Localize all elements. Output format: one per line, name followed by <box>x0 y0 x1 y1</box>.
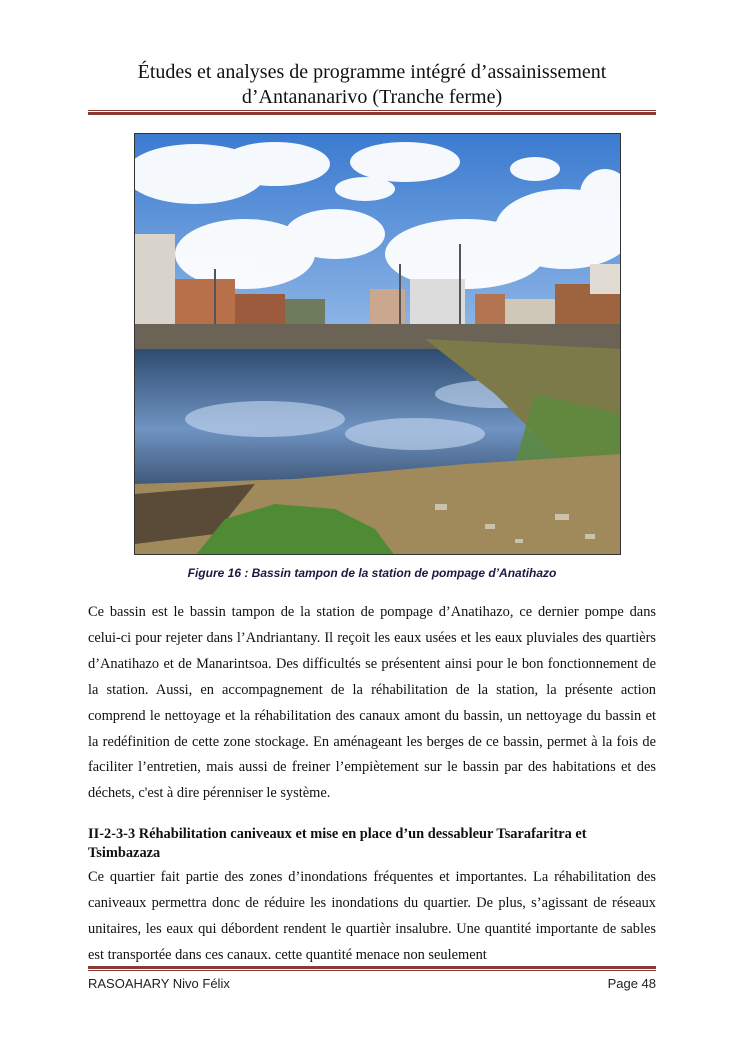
body-paragraph-1: Ce bassin est le bassin tampon de la station de pompage d’Anatihazo, ce dernier pompe dans celui-ci pour rejeter dans l’Andriantany. Il reçoit les eaux usées et les eaux pluviales des quartièrs d’Anatihazo et de Manarintsoa. Des difficultés se présentent ainsi pour le bon fonctionnement de la station. Aussi, en accompagnement de la réhabilitation de la station, la présente action comprend le nettoyage et la réhabilitation des canaux amont du bassin, un nettoyage du bassin et la redéfinition de cette zone stockage. En aménageant les berges de ce bassin, permet à la fois de faciliter l’entretien, mais aussi de freiner l’empiètement sur le bassin par des habitations et des déchets, c'est à dire pérenniser le système. <box>88 604 656 802</box>
page-header-title: Études et analyses de programme intégré d’assainissement d’Antananarivo (Tranche ferme) <box>137 61 607 108</box>
figure-photo-basin <box>134 133 621 555</box>
figure-caption: Figure 16 : Bassin tampon de la station de pompage d’Anatihazo <box>187 566 557 580</box>
footer-rule <box>88 966 656 971</box>
footer-author: RASOAHARY Nivo Félix <box>88 976 230 991</box>
body-paragraph-2: Ce quartier fait partie des zones d’inondations fréquentes et importantes. La réhabilitation des caniveaux permettra donc de réduire les inondations du quartier. De plus, s’agissant de réseaux unitaires, les eaux qui débordent rendent le quartièr insalubre. Une quantité importante de sables est transportée dans ces canaux. cette quantité menace non seulement <box>88 869 656 963</box>
header-rule <box>88 110 656 115</box>
page-footer <box>88 976 656 991</box>
section-heading: II-2-3-3 Réhabilitation caniveaux et mise en place d’un dessableur Tsarafaritra et Tsimbazaza <box>88 826 587 861</box>
footer-page-number: Page 48 <box>607 976 656 991</box>
